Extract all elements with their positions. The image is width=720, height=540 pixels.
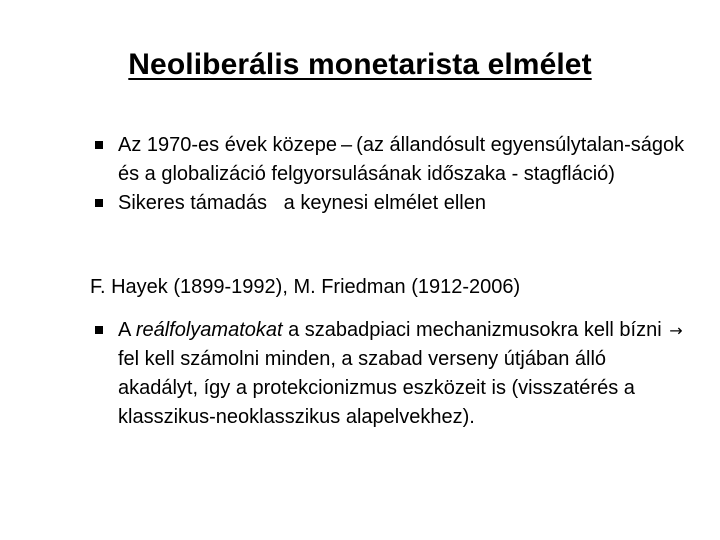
bullet-text-market-start: a szabadpiaci mechanizmusokra kell bízni (288, 319, 662, 341)
bullet-text-1970s-start: Az 1970-es évek közepe (118, 134, 338, 156)
bullet-item-1970s (90, 131, 690, 189)
bullet-text-market-rest: fel kell számolni minden, a szabad verseny útjában álló akadályt, így a protekcionizmus eszközeit is (visszatérés a klasszikus-neoklasszikus alapelvekhez). (118, 348, 635, 428)
square-bullet-icon (95, 199, 103, 207)
square-bullet-icon (95, 326, 103, 334)
bullet-list-top (90, 131, 690, 218)
right-arrow-icon: → (669, 321, 683, 340)
bullet-text-1970s-rest: (az állandósult egyensúlytalan-ságok és a globalizáció felgyorsulásának időszaka - stagfláció) (118, 134, 685, 185)
dash-symbol: – (341, 134, 353, 156)
bullet-prefix: A (118, 319, 131, 341)
square-bullet-icon (95, 141, 103, 149)
bullet-italic-term: reálfolyamatokat (135, 319, 283, 341)
authors-line: F. Hayek (1899-1992), M. Friedman (1912-2006) (90, 276, 521, 298)
bullet-text-attack-start: Sikeres támadás (118, 192, 267, 214)
bullet-item-attack (90, 189, 690, 218)
bullet-list-bottom (90, 316, 690, 432)
slide-title: Neoliberális monetarista elmélet (128, 48, 592, 81)
bullet-text-attack-rest: a keynesi elmélet ellen (283, 192, 486, 214)
bullet-item-real-processes (90, 316, 690, 432)
